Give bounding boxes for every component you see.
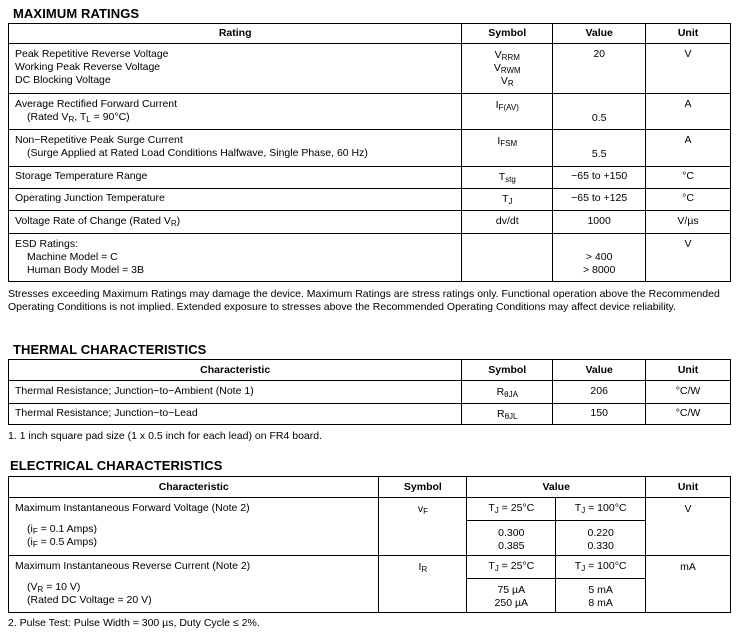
header-characteristic: Characteristic [9, 477, 379, 498]
header-unit: Unit [646, 360, 731, 381]
temp-100-header: $T_J = 100^\circ C$ [556, 498, 646, 521]
symbol: dv/dt [462, 211, 553, 234]
characteristic-label: Thermal Resistance; Junction−to−Lead [9, 404, 462, 425]
table-row [9, 44, 731, 94]
table-row [9, 94, 731, 130]
temp-25-header: $T_J = 25^\circ C$ [467, 498, 556, 521]
value: 20 [553, 44, 646, 94]
symbol: $V_R$ [500, 75, 514, 88]
header-symbol: Symbol [462, 360, 553, 381]
value: −65 to +150 [553, 167, 646, 189]
characteristic-label: Thermal Resistance; Junction−to−Ambient (Note 1) [9, 381, 462, 404]
table-row [9, 167, 731, 189]
unit: V/µs [646, 211, 731, 234]
rating-label: DC Blocking Voltage [15, 74, 111, 86]
max-ratings-note: Stresses exceeding Maximum Ratings may damage the device. Maximum Ratings are stress ratings only. Functional operation above the Recommended Operating Conditions is not implied. Extended exposure to stresses above the Recommended Operating Conditions may affect device reliability. [8, 288, 720, 313]
table-row [9, 404, 731, 425]
symbol: $V_{RWM}$ [493, 62, 521, 75]
condition: (Rated DC Voltage = 20 V) [27, 594, 152, 606]
unit: mA [646, 556, 731, 613]
unit: V [646, 44, 731, 94]
thermal-table [8, 359, 731, 425]
table-row [9, 381, 731, 404]
value: 0.385 [498, 540, 525, 552]
characteristic-label: Maximum Instantaneous Forward Voltage (Note 2) [15, 502, 250, 514]
value: −65 to +125 [553, 189, 646, 211]
electrical-title: ELECTRICAL CHARACTERISTICS [10, 458, 223, 473]
characteristic-label: Maximum Instantaneous Reverse Current (Note 2) [15, 560, 251, 572]
table-header-row [9, 477, 731, 498]
header-symbol: Symbol [462, 24, 553, 44]
header-value: Value [467, 477, 646, 498]
header-characteristic: Characteristic [9, 360, 462, 381]
thermal-note: 1. 1 inch square pad size (1 x 0.5 inch for each lead) on FR4 board. [8, 430, 323, 442]
temp-25-header: $T_J = 25^\circ C$ [467, 556, 556, 579]
rating-condition: (Rated $V_R$, $T_L = 90^\circ C$) [27, 111, 130, 124]
thermal-title: THERMAL CHARACTERISTICS [13, 342, 207, 357]
unit: V [646, 498, 731, 556]
value: 0.330 [587, 540, 614, 552]
table-header-row [9, 24, 731, 44]
rating-label: Working Peak Reverse Voltage [15, 61, 161, 73]
rating-condition: (Surge Applied at Rated Load Conditions Halfwave, Single Phase, 60 Hz) [27, 147, 368, 159]
condition: ($i_F = 0.5$ Amps) [27, 536, 97, 549]
value: 1000 [553, 211, 646, 234]
symbol: $I_{FSM}$ [462, 130, 553, 167]
symbol: $R_{\theta JL}$ [462, 404, 553, 425]
rating-label: Average Rectified Forward Current [15, 98, 178, 110]
rating-label: Voltage Rate of Change (Rated $V_R$) [9, 211, 462, 234]
value: 5.5 [553, 130, 646, 167]
condition: ($i_F = 0.1$ Amps) [27, 523, 97, 536]
rating-label: Non−Repetitive Peak Surge Current [15, 134, 183, 146]
header-value: Value [553, 360, 646, 381]
symbol: $T_{stg}$ [462, 167, 553, 189]
unit: °C [646, 167, 731, 189]
rating-condition: Machine Model = C [27, 251, 118, 263]
rating-label: Storage Temperature Range [9, 167, 462, 189]
value: 250 µA [494, 597, 529, 609]
header-unit: Unit [646, 477, 731, 498]
table-row [9, 189, 731, 211]
value: 0.220 [587, 527, 614, 539]
header-unit: Unit [646, 24, 731, 44]
table-row [9, 211, 731, 234]
symbol: $R_{\theta JA}$ [462, 381, 553, 404]
symbol: $T_J$ [462, 189, 553, 211]
max-ratings-title: MAXIMUM RATINGS [13, 6, 140, 21]
unit: °C/W [646, 381, 731, 404]
symbol [462, 234, 553, 282]
value: > 400 [585, 251, 613, 263]
rating-label: ESD Ratings: [15, 238, 79, 250]
rating-condition: Human Body Model = 3B [27, 264, 145, 276]
max-ratings-table [8, 23, 731, 282]
symbol: $V_{RRM}$ [494, 49, 520, 62]
value: 150 [553, 404, 646, 425]
header-symbol: Symbol [379, 477, 467, 498]
symbol: $I_R$ [379, 556, 467, 613]
value: 8 mA [588, 597, 613, 609]
symbol: $v_F$ [379, 498, 467, 556]
table-header-row [9, 360, 731, 381]
table-row [9, 130, 731, 167]
rating-label: Peak Repetitive Reverse Voltage [15, 48, 169, 60]
unit: °C [646, 189, 731, 211]
table-row [9, 556, 731, 579]
electrical-note: 2. Pulse Test: Pulse Width = 300 µs, Duty Cycle ≤ 2%. [8, 617, 260, 629]
unit: A [646, 94, 731, 130]
unit: °C/W [646, 404, 731, 425]
unit: A [646, 130, 731, 167]
value: 206 [553, 381, 646, 404]
value: 0.300 [498, 527, 525, 539]
temp-100-header: $T_J = 100^\circ C$ [556, 556, 646, 579]
value: 0.5 [553, 94, 646, 130]
rating-label: Operating Junction Temperature [9, 189, 462, 211]
table-row [9, 498, 731, 521]
value: 5 mA [588, 584, 613, 596]
unit: V [646, 234, 731, 282]
condition: ($V_R = 10$ V) [27, 581, 81, 594]
table-row [9, 234, 731, 282]
symbol: $I_{F(AV)}$ [462, 94, 553, 130]
value: 75 µA [497, 584, 526, 596]
header-rating: Rating [9, 24, 462, 44]
value: > 8000 [582, 264, 616, 276]
electrical-table [8, 476, 731, 613]
header-value: Value [553, 24, 646, 44]
